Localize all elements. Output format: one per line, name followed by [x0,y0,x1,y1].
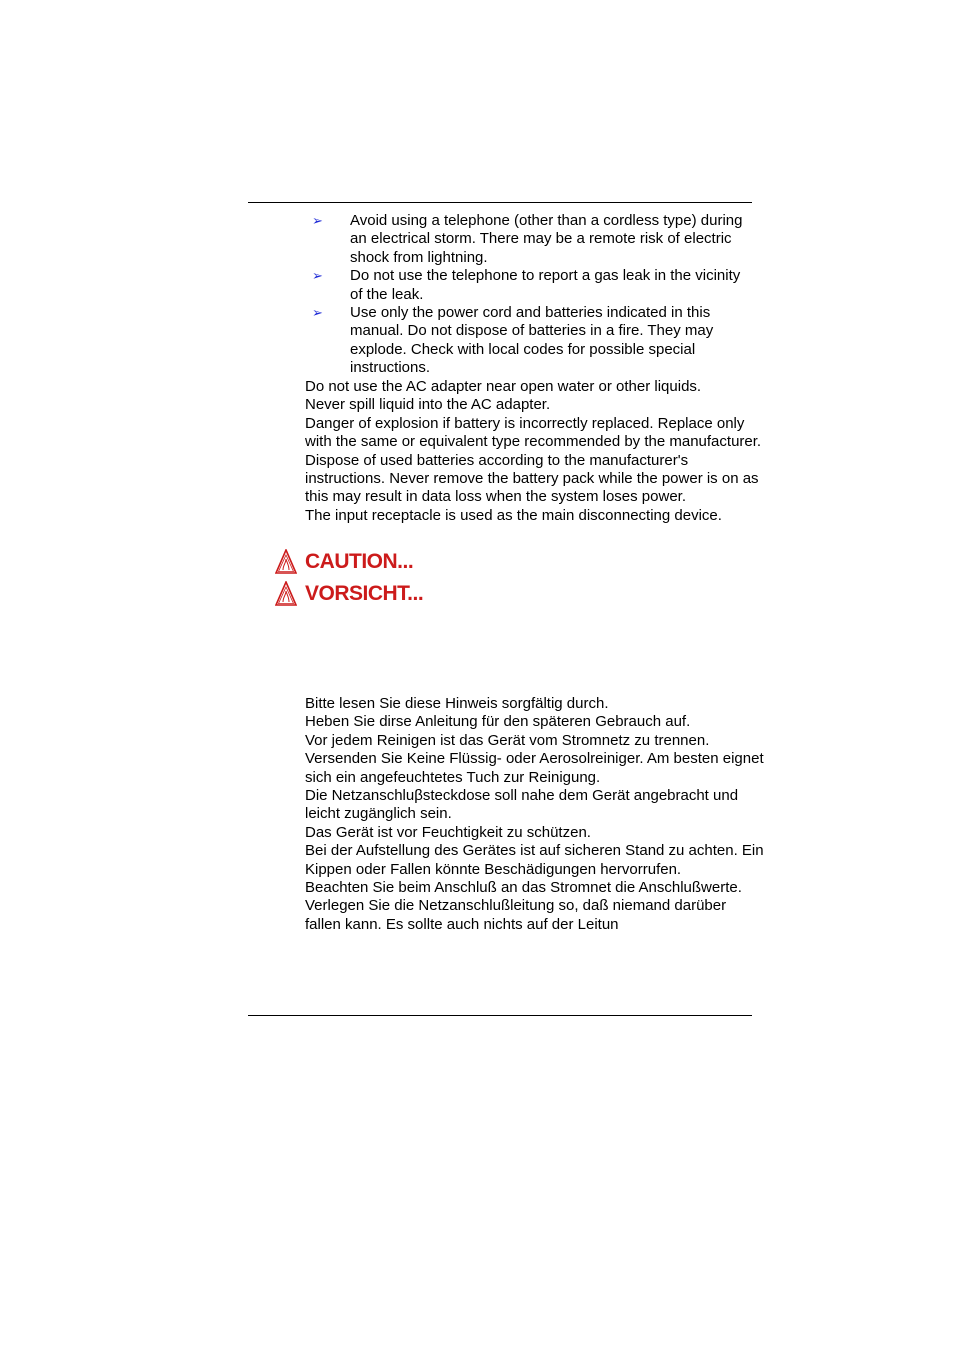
arrow-bullet-icon: ➢ [312,213,323,228]
bullet-text: Avoid using a telephone (other than a cordless type) during an electrical storm. There may be a remote risk of electric shock from lightning. [350,212,743,266]
list-item [312,267,752,304]
paragraph: Bitte lesen Sie diese Hinweis sorgfältig durch. [305,695,609,712]
warning-triangle-icon [275,581,297,607]
paragraph: Bei der Aufstellung des Gerätes ist auf sicheren Stand zu achten. Ein Kippen oder Fallen könnte Beschädigungen hervorrufen. [305,842,764,878]
paragraph: The input receptacle is used as the main disconnecting device. [305,506,722,524]
caution-title: CAUTION... [305,550,414,573]
english-safety-notes [305,378,765,525]
vorsicht-heading [275,580,423,608]
arrow-bullet-icon: ➢ [312,305,323,321]
top-rule [248,202,752,203]
safety-bullet-list [312,212,752,378]
bullet-text: Do not use the telephone to report a gas leak in the vicinity of the leak. [350,267,741,303]
paragraph: Danger of explosion if battery is incorrectly replaced. Replace only with the same or equivalent type recommended by the manufacturer. Dispose of used batteries according to the manufacturer's instructions. Never remove the battery pack while the power is on as this may result in data loss when the system loses power. [305,414,762,506]
bottom-rule [248,1015,752,1016]
german-safety-notes [305,695,765,934]
warning-triangle-icon [275,549,297,575]
paragraph: Das Gerät ist vor Feuchtigkeit zu schützen. [305,823,591,841]
paragraph: Die Netzanschluβsteckdose soll nahe dem Gerät angebracht und leicht zugänglich sein. [305,787,739,823]
paragraph: Vor jedem Reinigen ist das Gerät vom Stromnetz zu trennen. [305,731,710,749]
bullet-text: Use only the power cord and batteries indicated in this manual. Do not dispose of batteries in a fire. They may explode. Check with local codes for possible special instructions. [350,304,714,377]
paragraph: Verlegen Sie die Netzanschlußleitung so, daß niemand darüber fallen kann. Es sollte auch nichts auf der Leitun [305,897,727,933]
paragraph: Never spill liquid into the AC adapter. [305,396,551,414]
arrow-bullet-icon: ➢ [312,268,323,284]
caution-heading [275,548,413,576]
list-item [312,304,752,378]
paragraph: Beachten Sie beim Anschluß an das Stromnet die Anschlußwerte. [305,879,742,897]
paragraph: Versenden Sie Keine Flüssig- oder Aerosolreiniger. Am besten eignet sich ein angefeuchtetes Tuch zur Reinigung. [305,750,764,786]
paragraph: Heben Sie dirse Anleitung für den späteren Gebrauch auf. [305,713,691,731]
list-item [312,212,752,267]
vorsicht-title: VORSICHT... [305,582,424,605]
paragraph: Do not use the AC adapter near open water or other liquids. [305,378,702,395]
